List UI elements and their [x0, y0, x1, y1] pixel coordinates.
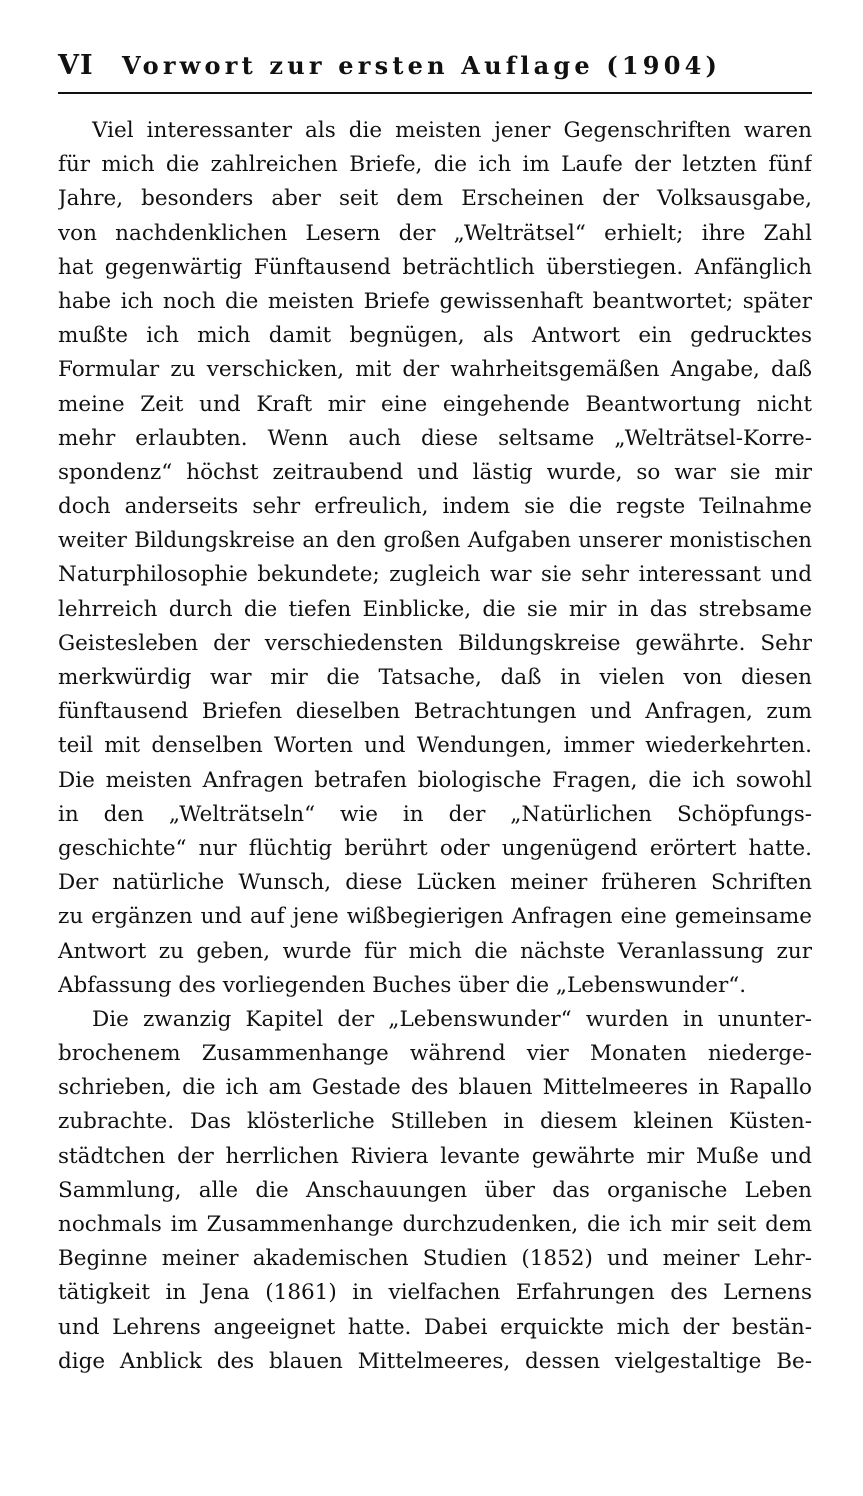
text-line: Der natürliche Wunsch, diese Lücken meiner früheren Schriften [58, 870, 812, 896]
body-text [58, 114, 812, 1379]
text-line: Beginne meiner akademischen Studien (1852) und meiner Lehr- [58, 1246, 812, 1272]
header-rule [58, 92, 812, 94]
text-line: schrieben, die ich am Gestade des blauen Mittelmeeres in Rapallo [58, 1075, 812, 1101]
text-line: und Lehrens angeeignet hatte. Dabei erquickte mich der bestän- [58, 1314, 812, 1340]
text-line: tätigkeit in Jena (1861) in vielfachen Erfahrungen des Lernens [58, 1280, 812, 1306]
paragraph-2 [58, 1003, 812, 1379]
text-line: habe ich noch die meisten Briefe gewissenhaft beantwortet; später [58, 288, 812, 314]
page-header [58, 50, 812, 90]
text-line: nochmals im Zusammenhange durchzudenken, die ich mir seit dem [58, 1212, 812, 1237]
text-line: für mich die zahlreichen Briefe, die ich im Laufe der letzten fünf [58, 152, 812, 178]
text-line: Viel interessanter als die meisten jener Gegenschriften waren [92, 118, 812, 143]
text-line: Sammlung, alle die Anschauungen über das organische Leben [58, 1177, 812, 1203]
text-line: Naturphilosophie bekundete; zugleich war sie sehr interessant und [58, 562, 812, 588]
text-line: doch anderseits sehr erfreulich, indem sie die regste Teilnahme [58, 494, 812, 520]
text-line: mußte ich mich damit begnügen, als Antwort ein gedrucktes [58, 323, 812, 349]
text-line: geschichte“ nur flüchtig berührt oder ungenügend erörtert hatte. [58, 835, 812, 861]
page-number: VI [58, 50, 94, 81]
text-line: von nachdenklichen Lesern der „Welträtsel“ erhielt; ihre Zahl [58, 220, 812, 246]
text-line: teil mit denselben Worten und Wendungen, immer wiederkehrten. [58, 733, 812, 759]
text-line: fünftausend Briefen dieselben Betrachtungen und Anfragen, zum [58, 699, 812, 725]
text-line: meine Zeit und Kraft mir eine eingehende Beantwortung nicht [58, 391, 812, 417]
text-line: Die zwanzig Kapitel der „Lebenswunder“ wurden in ununter- [92, 1006, 812, 1032]
text-line: Die meisten Anfragen betrafen biologische Fragen, die ich sowohl [58, 767, 812, 793]
text-line: mehr erlaubten. Wenn auch diese seltsame „Welträtsel-Korre- [58, 425, 812, 451]
text-line: brochenem Zusammenhange während vier Monaten niederge- [58, 1041, 812, 1067]
text-line: spondenz“ höchst zeitraubend und lästig wurde, so war sie mir [58, 459, 812, 485]
text-line: Jahre, besonders aber seit dem Erscheinen der Volksausgabe, [58, 186, 812, 212]
text-line: merkwürdig war mir die Tatsache, daß in vielen von diesen [58, 665, 812, 690]
paragraph-1 [58, 114, 812, 1003]
text-line: städtchen der herrlichen Riviera levante gewährte mir Muße und [58, 1143, 812, 1169]
text-line: hat gegenwärtig Fünftausend beträchtlich überstiegen. Anfänglich [58, 254, 812, 280]
text-line: Formular zu verschicken, mit der wahrheitsgemäßen Angabe, daß [58, 357, 812, 383]
text-line: in den „Welträtseln“ wie in der „Natürlichen Schöpfungs- [58, 801, 812, 827]
text-line: Geistesleben der verschiedensten Bildungskreise gewährte. Sehr [58, 630, 812, 656]
text-line: zubrachte. Das klösterliche Stilleben in diesem kleinen Küsten- [58, 1109, 812, 1135]
running-head: Vorwort zur ersten Auflage (1904) [122, 51, 722, 80]
text-line: Abfassung des vorliegenden Buches über die „Lebenswunder“. [58, 972, 747, 998]
text-line: dige Anblick des blauen Mittelmeeres, dessen vielgestaltige Be- [58, 1348, 812, 1374]
text-line: weiter Bildungskreise an den großen Aufgaben unserer monistischen [58, 528, 812, 554]
text-line: zu ergänzen und auf jene wißbegierigen Anfragen eine gemeinsame [58, 904, 812, 930]
text-line: Antwort zu geben, wurde für mich die nächste Veranlassung zur [58, 938, 812, 964]
text-line: lehrreich durch die tiefen Einblicke, die sie mir in das strebsame [58, 596, 812, 622]
